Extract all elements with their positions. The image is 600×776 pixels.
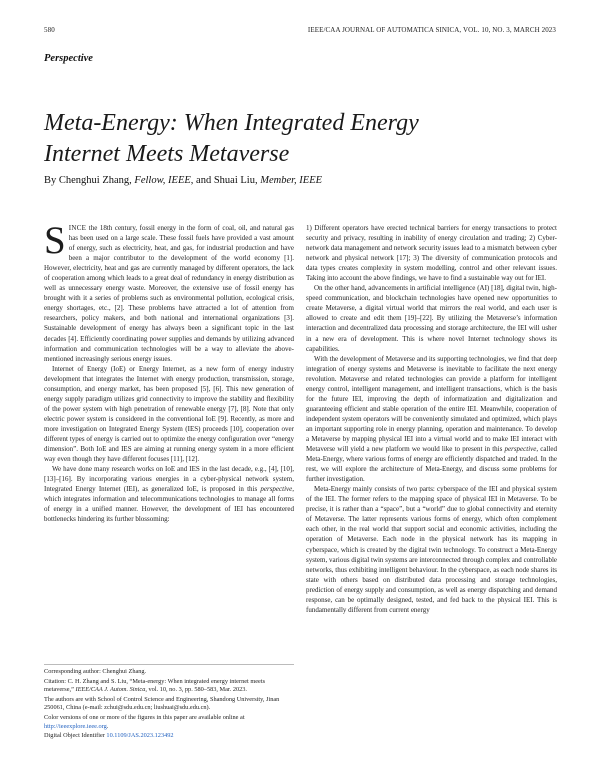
citation-text: Citation: C. H. Zhang and S. Liu, “Meta-energy: When integrated energy internet meets metaverse,” [44,677,266,694]
ai-paragraph: On the other hand, advancements in artificial intelligence (AI) [18], digital twin, high-speed communication, and blockchain technologies have opened new opportunities to create Metaverse, a digital virtual world that mirrors the real world, and each user is allowed to create and edit them [19]–[22]. By utilizing the Metaverse’s information interaction and decentralized data processing and storage architecture, the IEI will usher in a new era of development. This is where novel Internet technology shows its capabilities. [306,284,557,353]
author-line [44,175,322,186]
paragraph-iei [44,464,294,524]
lead-caps: INCE [68,224,87,232]
iei-italic: perspective [260,485,293,494]
paragraph-ioe: Internet of Energy (IoE) or Energy Internet, as a new form of energy industry development that integrates the Internet with energy production, transmission, storage, consumption, and energy market, has been proposed [5], [6]. This new generation of energy supply paradigm utilizes grid connectivity to improve the stability and flexibility of the power system with high penetration of renewable energy [7], [8]. Note that only electric power system is considered in the conventional IoE [9]. Recently, as more and more investigation on Integrated Energy System (IES) proceeds [10], cooperation over different types of energy is carried out to optimize the energy configuration over “energy dimension”. Both IoE and IES are aiming at running energy system in a more efficient way even though they have different focuses [11], [12]. [44,364,294,464]
author-1-role: Fellow, IEEE [134,175,191,186]
drop-cap: S [44,219,66,262]
section-label: Perspective [44,53,93,64]
citation [44,678,294,695]
doi-link[interactable]: 10.1109/JAS.2023.123492 [106,732,174,740]
right-column [306,223,557,615]
corresponding-author: Corresponding author: Chenghui Zhang. [44,668,147,675]
authors-prefix: By Chenghui Zhang, [44,175,135,186]
iei-text-2: , which integrates information and telecommunications technologies to manage all forms of energy in a unified manner. However, the development of IEI has encountered bottlenecks hindering its further blossoming: [44,485,294,524]
journal-header: IEEE/CAA JOURNAL OF AUTOMATICA SINICA, VOL. 10, NO. 3, MARCH 2023 [307,26,556,34]
meta-intro-text-2: , called Meta-Energy, where various forms of energy are efficiently dispatched and traded. In the rest, we will explore the architecture of Meta-Energy, and discuss some problems for further investigation. [306,445,557,484]
meta-intro-italic: perspective [504,445,537,454]
page-number: 580 [44,26,55,34]
title-line-1: Meta-Energy: When Integrated Energy [44,110,419,136]
left-column [44,219,294,524]
iei-text-1: We have done many research works on IoE and IES in the last decade, e.g., [4], [10], [13]–[16]. By incorporating various energies in a cyber-physical network system, Integrated Energy Internet (IEI), as generalized IoE, is proposed in this [44,465,294,494]
doi-label: Digital Object Identifier [44,732,107,740]
color-note [44,714,294,731]
ieeexplore-link[interactable]: http://ieeexplore.ieee.org [44,722,107,730]
title-line-2: Internet Meets Metaverse [44,141,290,167]
authors-middle: , and Shuai Liu, [190,175,261,186]
color-note-tail: . [106,722,109,730]
color-note-text: Color versions of one or more of the figures in this paper are available online at [44,713,245,721]
footnotes [44,664,294,742]
article-title [44,108,564,170]
meta-energy-intro-paragraph [306,354,557,485]
bottlenecks-paragraph: 1) Different operators have erected technical barriers for energy transactions to protect security and privacy, resulting in inability of energy circulation and trading; 2) Cyber-network data management and network security issues lead to a mismatch between cyber network and physical network [17]; 3) The diversity of communication protocols and data types creates complexity in system modelling, control and other relevant issues. Taking into account the above findings, we have to find a sustainable way out for IEI. [306,224,557,283]
doi-line [44,732,294,741]
citation-tail: , vol. 10, no. 3, pp. 580–583, Mar. 2023. [145,686,247,694]
meta-intro-text-1: With the development of Metaverse and its supporting technologies, we find that deep integration of energy systems and Metaverse is inevitable to facilitate the next energy revolution. Metaverse and related technologies can provide a platform for intelligent energy control, intelligent management, and intelligent transactions, which is the basis for the future IEI, improving the depth of informatization and digitalization and guaranteeing efficient and stable operation of the entire IEI. Meanwhile, cooperation of independent system operators will be conveniently simulated and optimized, which plays an important supporting role in energy planning, operation and maintenance. To develop a Metaverse by mapping physical IEI into a virtual world and to make IEI interact with Metaverse will yield a new platform we would like to present in this [306,354,557,454]
affiliation: The authors are with School of Control Science and Engineering, Shandong University, Jinan 250061, China (e-mail: zchui@sdu.edu.cn; liushuai@sdu.edu.cn). [44,695,280,712]
author-2-role: Member, IEEE [260,175,323,186]
intro-text: the 18th century, fossil energy in the form of coal, oil, and natural gas has been used on a large scale. These fossil fuels have provided a vast amount of energy, such as electricity, heat, and gas, for industrial production and have been a major contributor to the development of the world economy [1]. However, electricity, heat and gas are currently managed by different operators, the lack of cooperation among which leads to a great deal of redundancy in energy distribution as well as unnecessary energy waste. Moreover, the extensive use of fossil energy has brought with it a series of problems such as environmental pollution, ecological crisis, energy shortages, etc., [2]. These problems have attracted a lot of attention from researchers, policy makers, and both national and international organizations [3]. Sustainable development of energy has always been a significant topic in the last decades [4]. Efficiently coordinating power supplies and demands by utilizing advanced information and communication technologies will be a way to alleviate the above-mentioned increasingly serious energy issues. [44,224,294,363]
citation-journal: IEEE/CAA J. Autom. Sinica [75,686,146,694]
architecture-paragraph: Meta-Energy mainly consists of two parts: cyberspace of the IEI and physical system of the IEI. The former refers to the mapping space of physical IEI in Metaverse. To be precise, it is rather than a “space”, but a “world” due to global connectivity and eternity of Metaverse. The latter represents various forms of energy, which often complement each other, in the real world that support social and economic activities, including the operation of Metaverse. Each node in the physical network has its mapping in cyberspace, which is created by the digital twin technology. To construct a Meta-Energy system, various digital twin systems are interconnected through complex and controllable networks, thus exhibiting intelligent behaviour. In the cyberspace, as each node shares its state with others based on distributed data processing and storage technologies, prediction of energy supply and consumption, as well as energy dispatching and demand response, can be optimally designed, tested, and fed back to the physical IEI. This is fundamentally different from current energy [306,485,557,614]
intro-paragraph [44,219,294,364]
